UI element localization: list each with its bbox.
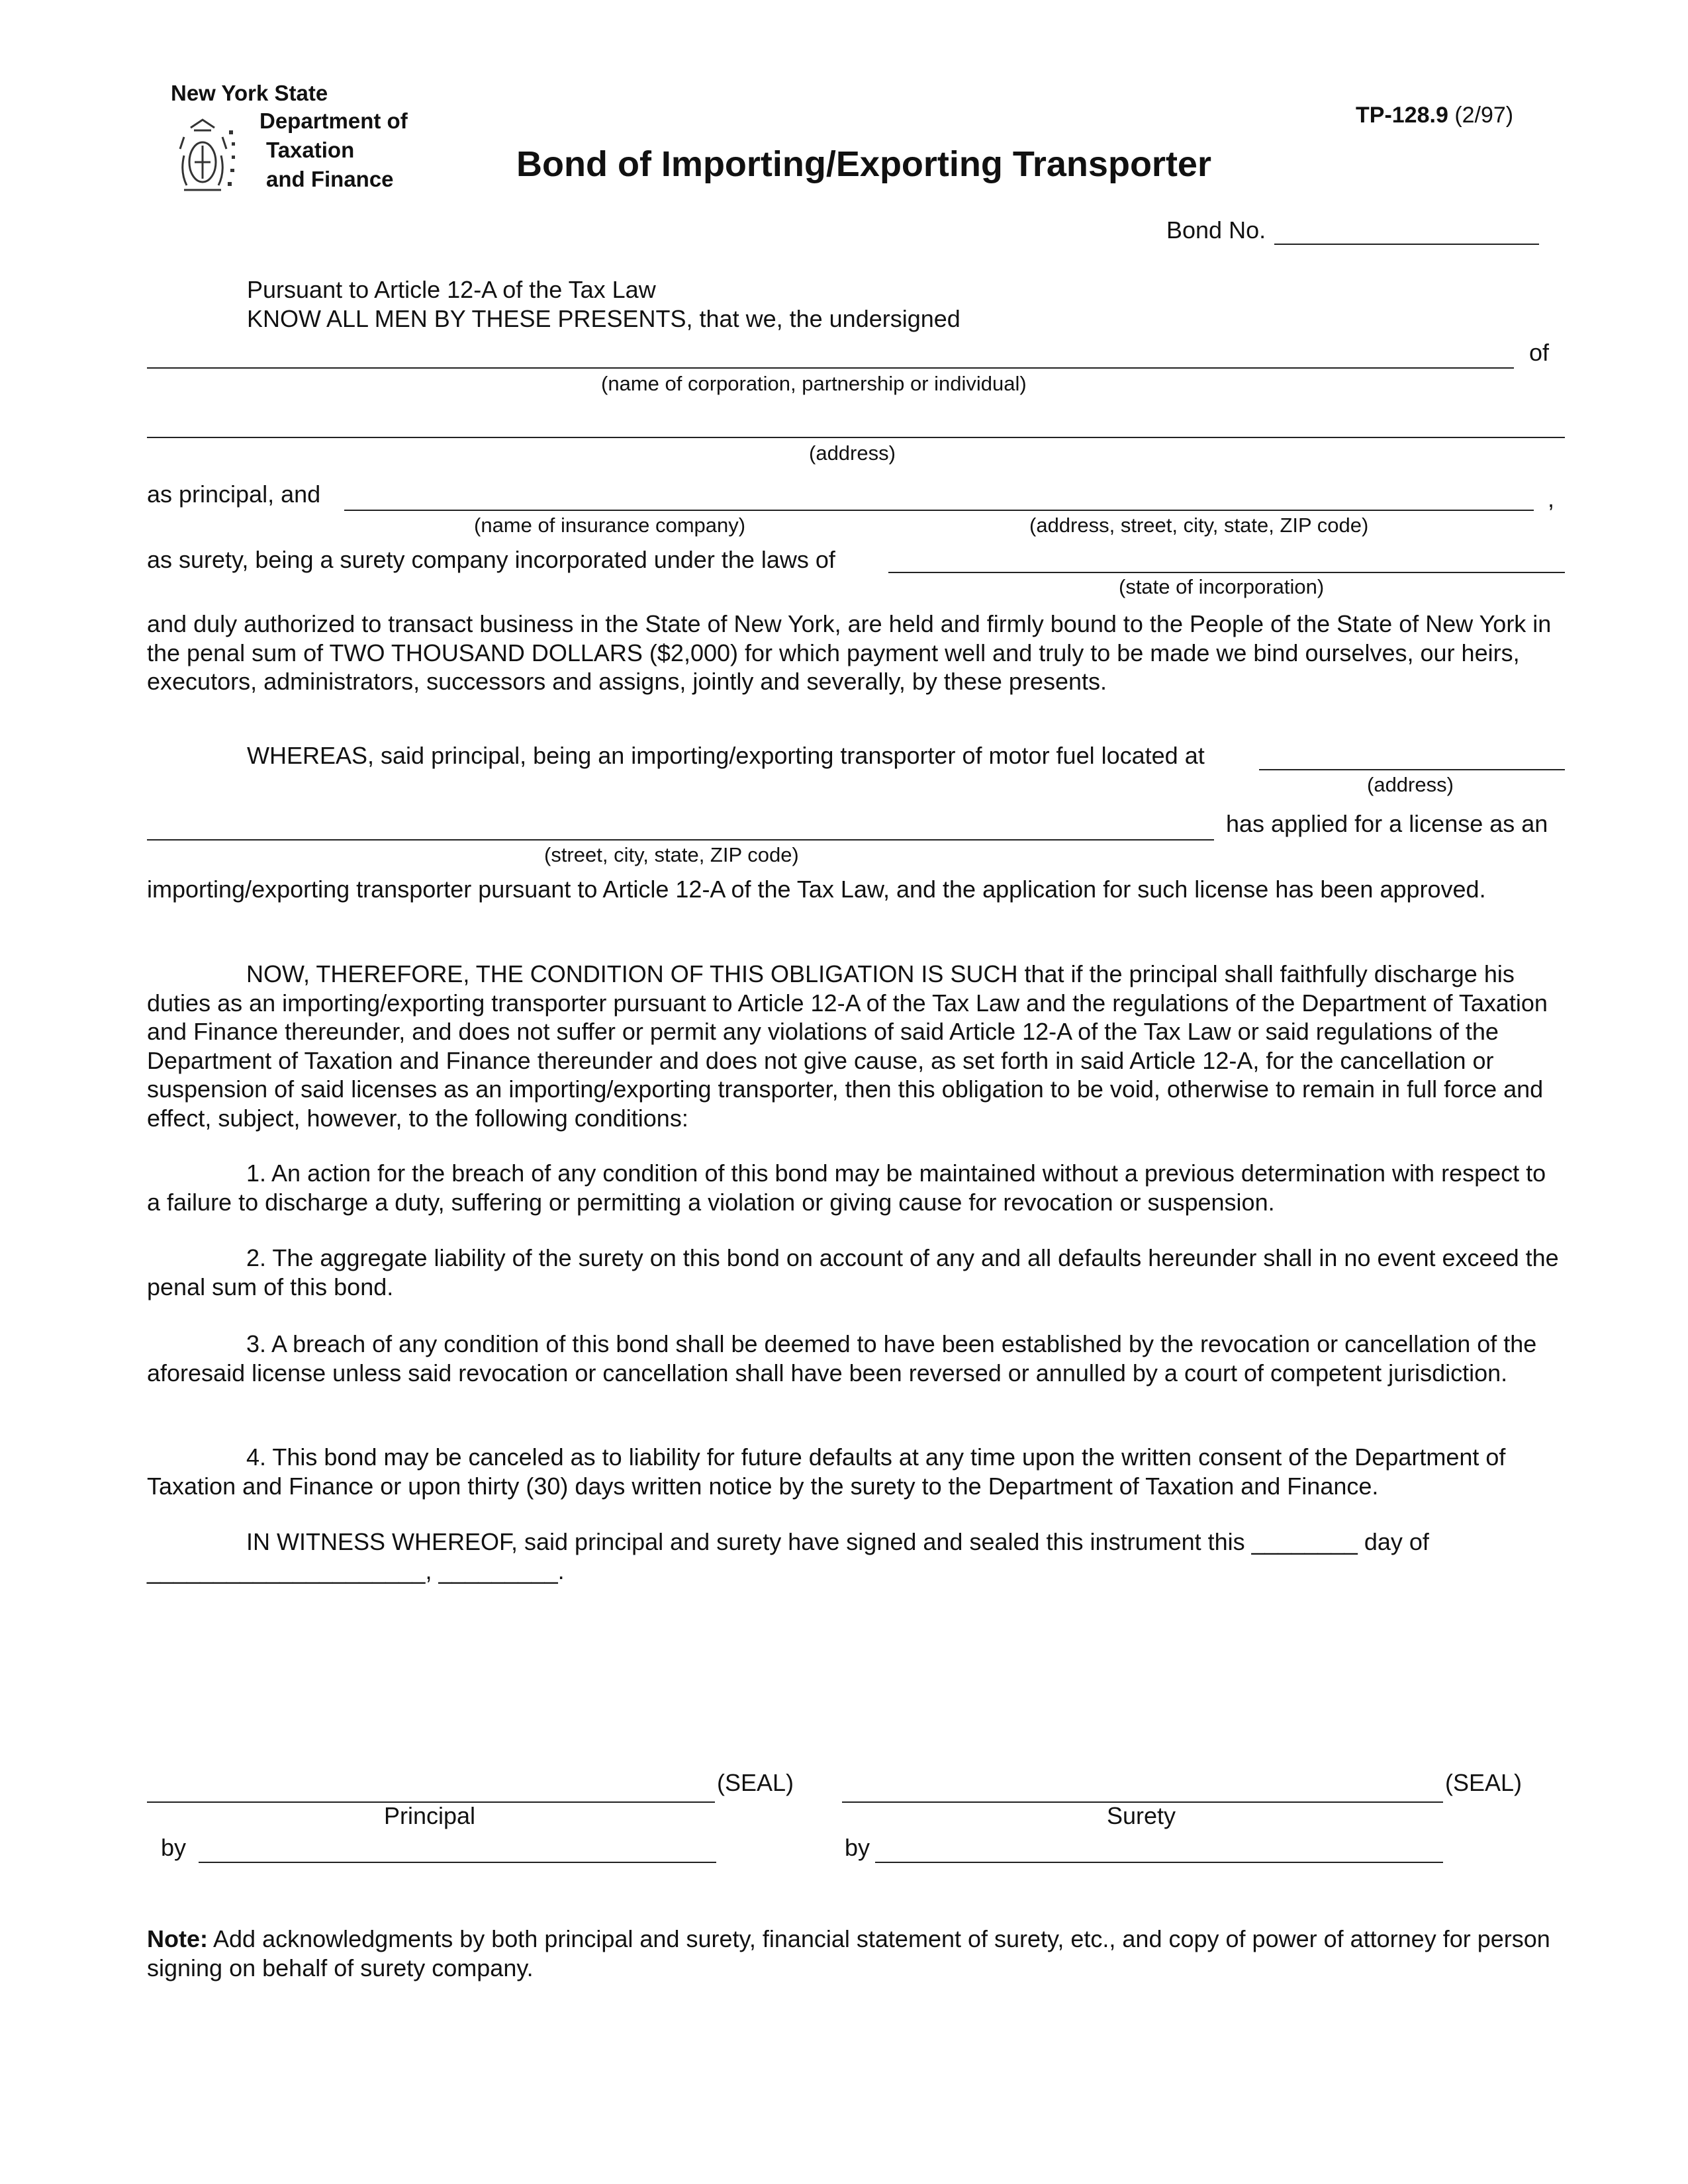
agency-name-line3: Taxation [266,138,355,162]
whereas-street-field[interactable] [147,839,1214,841]
intro-know-all-line: KNOW ALL MEN BY THESE PRESENTS, that we, the undersigned [247,305,961,332]
agency-name-line1: New York State [171,81,328,105]
approved-text: importing/exporting transporter pursuant to Article 12-A of the Tax Law, and the application for such license has been approved. [147,876,1486,903]
principal-address-field[interactable] [147,437,1565,438]
principal-name-caption: (name of corporation, partnership or individual) [601,372,1027,395]
note-paragraph [147,1925,1565,1982]
nys-seal-logo [171,116,257,199]
condition-item-2-text: 2. The aggregate liability of the surety on this bond on account of any and all defaults hereunder shall in no event exceed the penal sum of this bond. [147,1244,1559,1300]
as-principal-label: as principal, and [147,480,321,508]
principal-label: Principal [384,1802,476,1829]
insurance-company-caption: (name of insurance company) [474,514,746,537]
state-of-incorporation-caption: (state of incorporation) [1119,575,1325,598]
form-revision-date: (2/97) [1454,103,1514,128]
bond-no-label: Bond No. [1166,216,1266,244]
condition-item-3-text: 3. A breach of any condition of this bond shall be deemed to have been established by the revocation or cancellation of the aforesaid license unless said revocation or cancellation shall have been reversed or annulled by a court of competent jurisdiction. [147,1330,1537,1387]
surety-by-field[interactable] [875,1862,1443,1863]
whereas-address-field[interactable] [1259,769,1565,770]
insurance-company-field[interactable] [344,510,1534,511]
comma-label: , [1548,485,1555,512]
approved-paragraph [147,875,1565,904]
insurance-address-caption: (address, street, city, state, ZIP code) [1029,514,1369,537]
bound-text: and duly authorized to transact business in the State of New York, are held and firmly bound to the People of the State of New York in the penal sum of TWO THOUSAND DOLLARS ($2,000) for which payment well and truly to be made we bind ourselves, our heirs, executors, administrators, successors and assigns, jointly and severally, by these presents. [147,610,1552,695]
surety-label: Surety [1107,1802,1176,1829]
principal-address-caption: (address) [809,441,896,465]
surety-by-label: by [845,1834,870,1861]
condition-item-4 [147,1443,1565,1500]
street-caption: (street, city, state, ZIP code) [544,843,799,866]
note-label: Note: [147,1925,208,1952]
applied-text: has applied for a license as an [1226,810,1548,837]
condition-item-2 [147,1244,1565,1301]
principal-name-field[interactable] [147,367,1514,369]
condition-item-4-text: 4. This bond may be canceled as to liability for future defaults at any time upon the written consent of the Department of Taxation and Finance or upon thirty (30) days written notice by the surety to the Department of Taxation and Finance. [147,1443,1506,1500]
agency-name-line2: Department of [259,109,408,133]
agency-name-line4: and Finance [266,167,394,191]
condition-item-1 [147,1159,1565,1216]
intro-article-line: Pursuant to Article 12-A of the Tax Law [247,276,656,303]
condition-item-3 [147,1330,1565,1387]
condition-text: NOW, THEREFORE, THE CONDITION OF THIS OBLIGATION IS SUCH that if the principal shall faithfully discharge his duties as an importing/exporting transporter pursuant to Article 12-A of the Tax Law and the regulations of the Department of Taxation and Finance thereunder, and does not suffer or permit any violations of said Article 12-A of the Tax Law or said regulations of the Department of Taxation and Finance thereunder and does not give cause, as set forth in said Article 12-A, for the cancellation or suspension of said licenses as an importing/exporting transporter, then this obligation to be void, otherwise to remain in full force and effect, subject, however, to the following conditions: [147,960,1548,1132]
condition-item-1-text: 1. An action for the breach of any condition of this bond may be maintained without a previous determination with respect to a failure to discharge a duty, suffering or permitting a violation or giving cause for revocation or suspension. [147,1160,1546,1216]
principal-seal-label: (SEAL) [717,1769,794,1796]
note-text: Add acknowledgments by both principal and surety, financial statement of surety, etc., and copy of power of attorney for person signing on behalf of surety company. [147,1925,1550,1981]
whereas-text: WHEREAS, said principal, being an importing/exporting transporter of motor fuel located at [247,742,1205,769]
witness-text: IN WITNESS WHEREOF, said principal and surety have signed and sealed this instrument this ________ day of [246,1528,1429,1555]
principal-by-field[interactable] [199,1862,716,1863]
form-number [1356,102,1513,128]
bound-paragraph [147,610,1565,696]
surety-seal-label: (SEAL) [1445,1769,1523,1796]
as-surety-label: as surety, being a surety company incorporated under the laws of [147,546,835,573]
of-label: of [1529,339,1550,366]
condition-paragraph [147,960,1567,1132]
principal-by-label: by [161,1834,187,1861]
form-number-code: TP-128.9 [1356,103,1448,128]
witness-date-field[interactable]: _____________________, _________. [147,1557,565,1584]
witness-paragraph [147,1527,1565,1557]
bond-no-field[interactable] [1274,244,1539,245]
state-of-incorporation-field[interactable] [888,572,1565,573]
whereas-address-caption: (address) [1367,773,1454,796]
page-title: Bond of Importing/Exporting Transporter [516,144,1211,184]
